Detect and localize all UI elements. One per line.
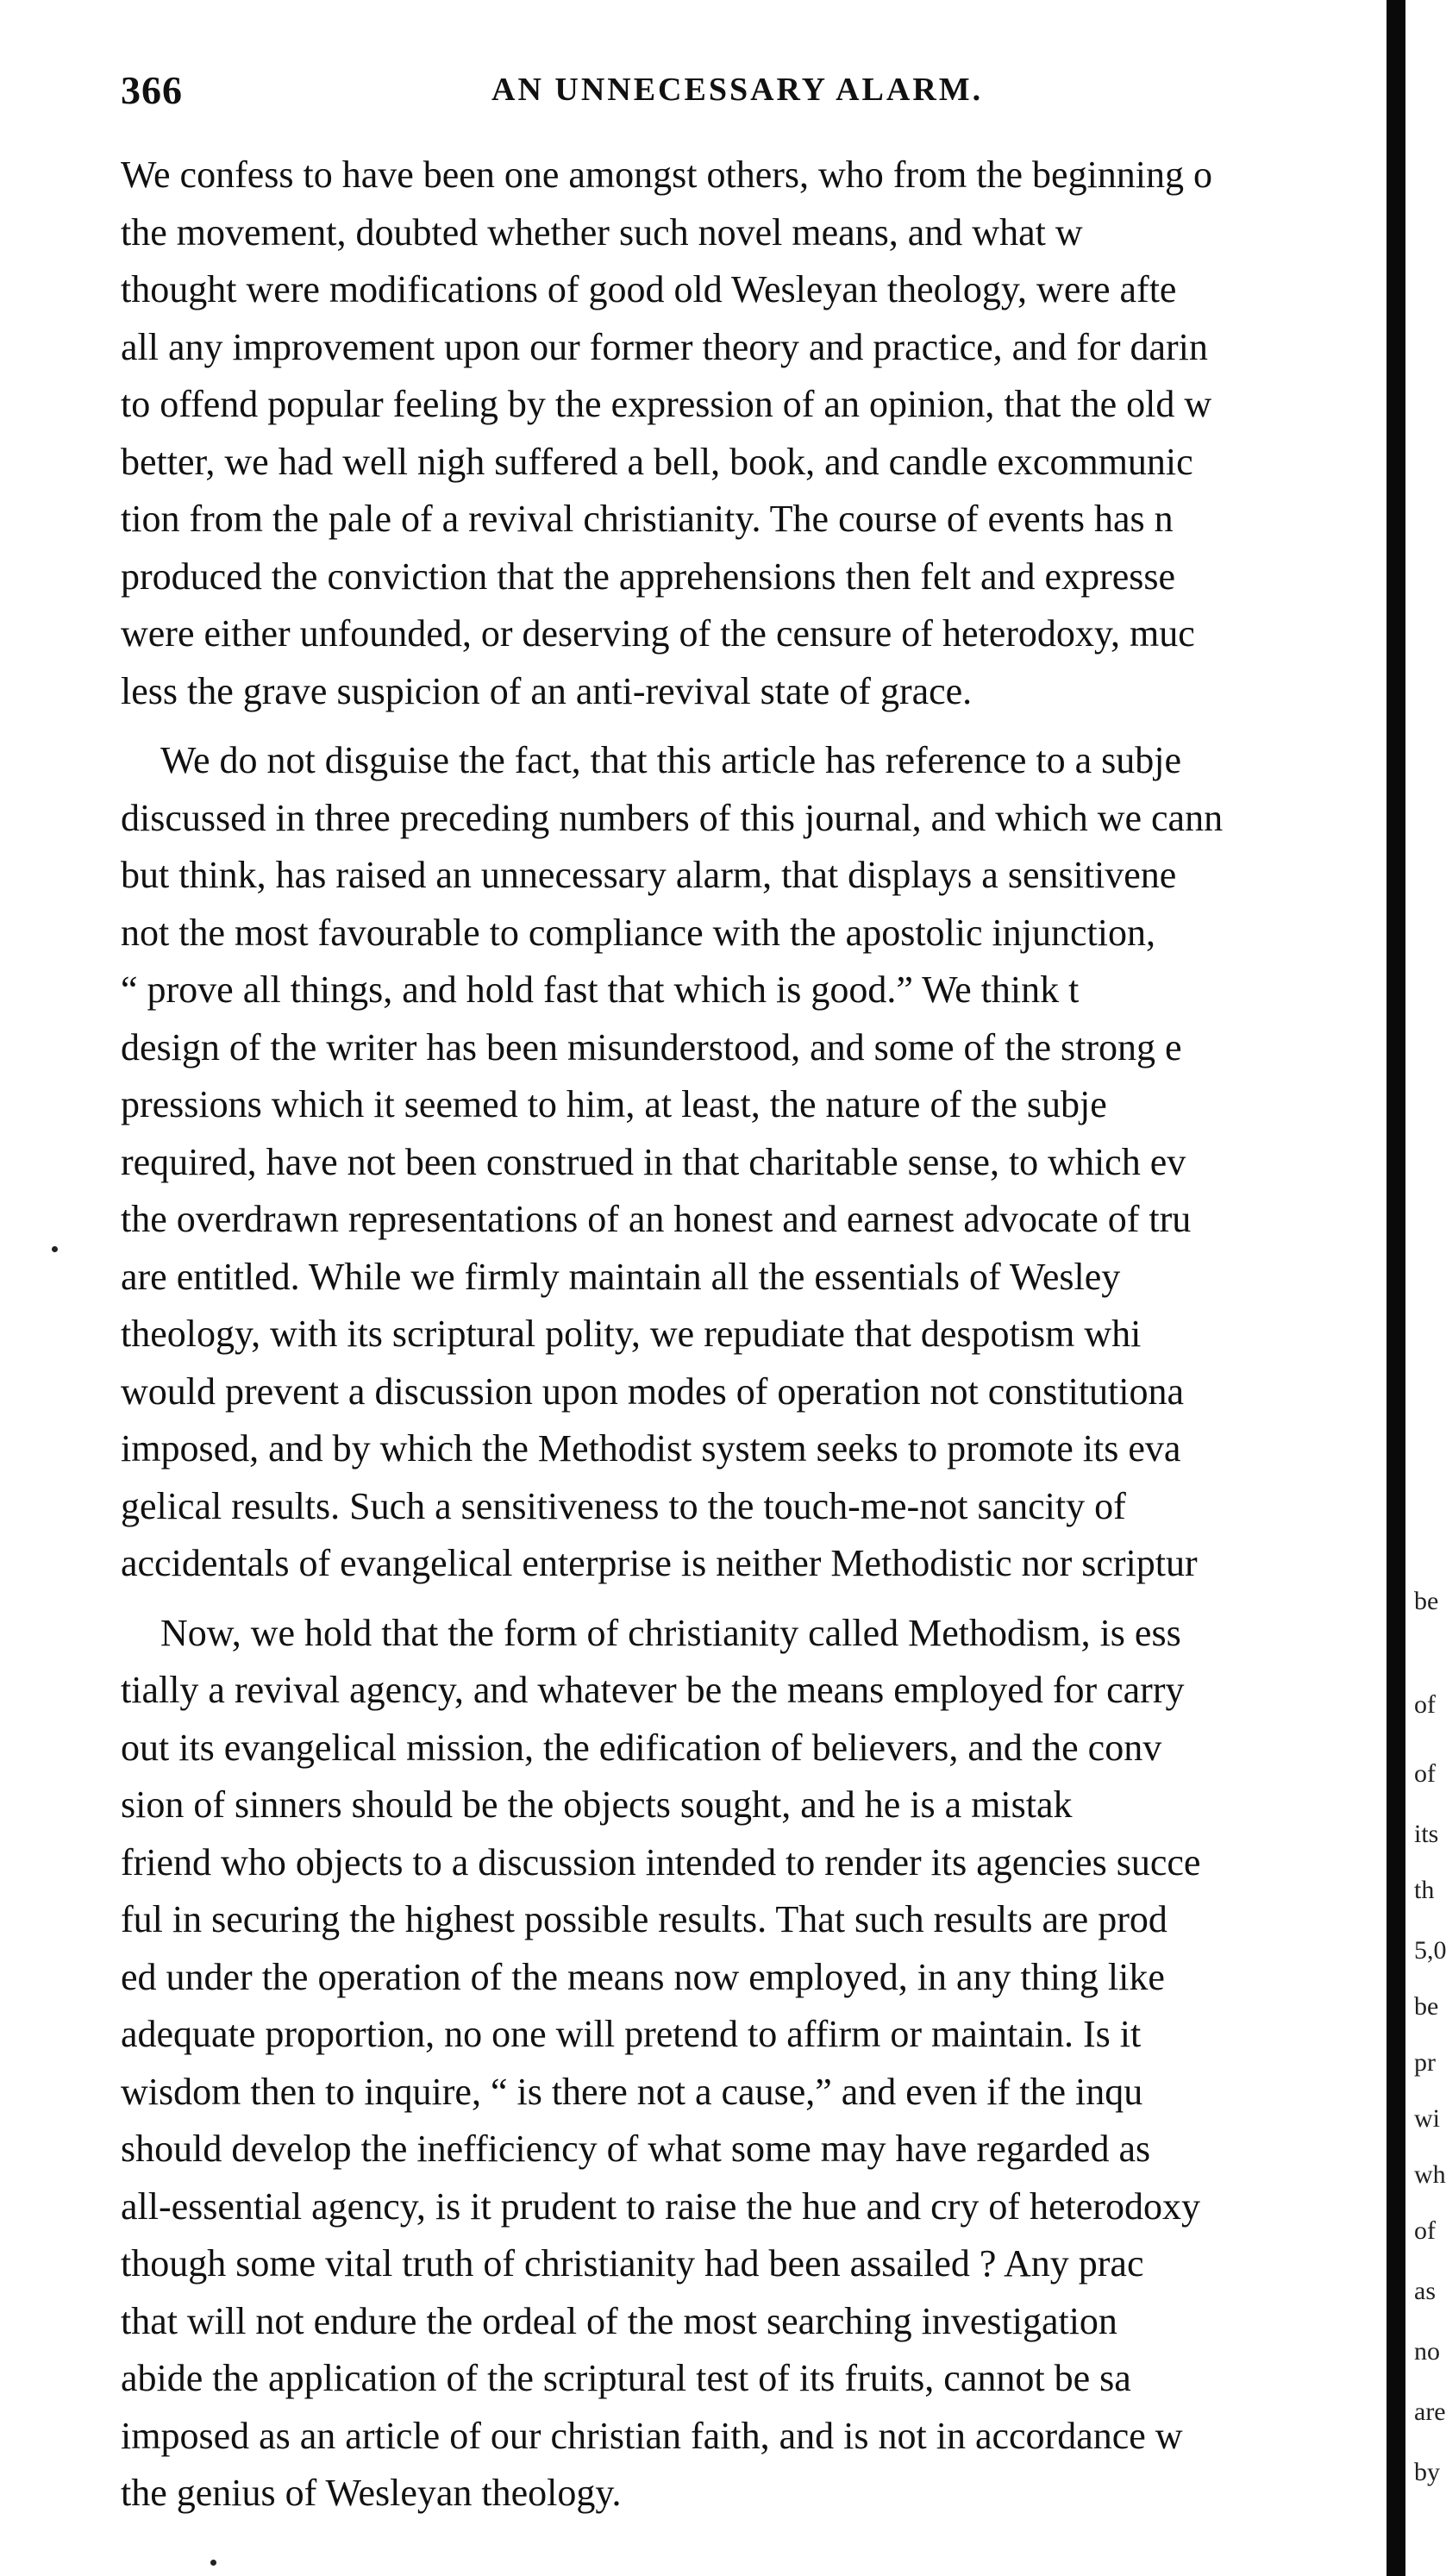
- text-line: all any improvement upon our former theory and practice, and for darin: [121, 325, 1208, 368]
- text-line: though some vital truth of christianity had been assailed ? Any prac: [121, 2242, 1144, 2285]
- text-line: imposed, and by which the Methodist system seeks to promote its eva: [121, 1427, 1181, 1470]
- text-line: would prevent a discussion upon modes of operation not constitutiona: [121, 1369, 1185, 1413]
- page-number: 366: [121, 68, 183, 112]
- margin-fragment: pr: [1414, 2048, 1436, 2077]
- text-line: to offend popular feeling by the expression of an opinion, that the old w: [121, 383, 1212, 425]
- margin-fragment: as: [1414, 2277, 1436, 2305]
- text-line: We confess to have been one amongst others, who from the beginning o: [121, 154, 1213, 196]
- paragraph-3: [121, 1605, 1414, 2523]
- margin-fragment: th: [1414, 1876, 1435, 1904]
- margin-fragment: be: [1414, 1992, 1439, 2021]
- text-line: wisdom then to inquire, “ is there not a cause,” and even if the inqu: [121, 2070, 1143, 2113]
- text-line: should develop the inefficiency of what some may have regarded as: [121, 2128, 1151, 2170]
- text-line: are entitled. While we firmly maintain all the essentials of Wesley: [121, 1255, 1121, 1298]
- text-line: ful in securing the highest possible results. That such results are prod: [121, 1898, 1167, 1940]
- body-text: [121, 147, 1414, 2523]
- text-line: better, we had well nigh suffered a bell, book, and candle excommunic: [121, 440, 1193, 483]
- text-line: the movement, doubted whether such novel means, and what w: [121, 210, 1083, 254]
- margin-fragment: its: [1414, 1820, 1439, 1848]
- text-line: We do not disguise the fact, that this article has reference to a subje: [160, 739, 1182, 781]
- margin-fragment: 5,0: [1414, 1936, 1446, 1965]
- text-line: required, have not been construed in that charitable sense, to which ev: [121, 1140, 1186, 1183]
- text-line: not the most favourable to compliance with the apostolic injunction,: [121, 911, 1155, 954]
- text-line: accidentals of evangelical enterprise is neither Methodistic nor scriptur: [121, 1542, 1198, 1584]
- text-line: theology, with its scriptural polity, we repudiate that despotism whi: [121, 1313, 1142, 1355]
- margin-fragment: of: [1414, 2216, 1436, 2245]
- text-line: were either unfounded, or deserving of the censure of heterodoxy, muc: [121, 612, 1195, 655]
- text-line: all-essential agency, is it prudent to raise the hue and cry of heterodoxy: [121, 2184, 1200, 2228]
- binding-shadow: [1387, 0, 1405, 2576]
- text-line: the genius of Wesleyan theology.: [121, 2472, 622, 2514]
- text-line: produced the conviction that the apprehensions then felt and expresse: [121, 555, 1176, 598]
- margin-fragment: wh: [1414, 2160, 1446, 2189]
- text-line: the overdrawn representations of an honest and earnest advocate of tru: [121, 1198, 1192, 1240]
- margin-fragment: no: [1414, 2337, 1440, 2366]
- facing-page-fragments: [1414, 0, 1446, 2576]
- running-head: AN UNNECESSARY ALARM.: [491, 72, 984, 108]
- text-line: Now, we hold that the form of christianity called Methodism, is ess: [160, 1611, 1181, 1654]
- text-line: tially a revival agency, and whatever be the means employed for carry: [121, 1669, 1185, 1711]
- text-line: out its evangelical mission, the edification of believers, and the conv: [121, 1726, 1162, 1769]
- text-line: gelical results. Such a sensitiveness to the touch-me-not sancity of: [121, 1484, 1126, 1527]
- text-line: abide the application of the scriptural test of its fruits, cannot be sa: [121, 2357, 1131, 2399]
- text-line: friend who objects to a discussion intended to render its agencies succe: [121, 1840, 1201, 1883]
- margin-fragment: wi: [1414, 2104, 1440, 2133]
- ink-speck: [52, 1246, 58, 1252]
- paragraph-2: [121, 732, 1414, 1593]
- text-line: less the grave suspicion of an anti-revival state of grace.: [121, 669, 973, 712]
- text-line: that will not endure the ordeal of the most searching investigation: [121, 2299, 1117, 2342]
- paragraph-1: [121, 147, 1414, 720]
- page-header: [121, 67, 1397, 119]
- text-line: thought were modifications of good old Wesleyan theology, were afte: [121, 268, 1177, 310]
- margin-fragment: of: [1414, 1759, 1436, 1788]
- margin-fragment: of: [1414, 1690, 1436, 1719]
- margin-fragment: be: [1414, 1587, 1439, 1615]
- text-line: “ prove all things, and hold fast that which is good.” We think t: [121, 968, 1080, 1011]
- text-line: discussed in three preceding numbers of this journal, and which we cann: [121, 796, 1224, 839]
- margin-fragment: by: [1414, 2458, 1440, 2486]
- margin-fragment: are: [1414, 2397, 1446, 2426]
- text-line: but think, has raised an unnecessary alarm, that displays a sensitivene: [121, 854, 1177, 896]
- ink-speck: [210, 2560, 216, 2566]
- text-line: pressions which it seemed to him, at least, the nature of the subje: [121, 1083, 1107, 1125]
- text-line: ed under the operation of the means now employed, in any thing like: [121, 1955, 1165, 1998]
- text-line: tion from the pale of a revival christianity. The course of events has n: [121, 498, 1174, 540]
- text-line: design of the writer has been misunderstood, and some of the strong e: [121, 1025, 1182, 1069]
- text-line: adequate proportion, no one will pretend to affirm or maintain. Is it: [121, 2013, 1142, 2055]
- text-line: sion of sinners should be the objects sought, and he is a mistak: [121, 1783, 1073, 1826]
- text-line: imposed as an article of our christian faith, and is not in accordance w: [121, 2414, 1183, 2457]
